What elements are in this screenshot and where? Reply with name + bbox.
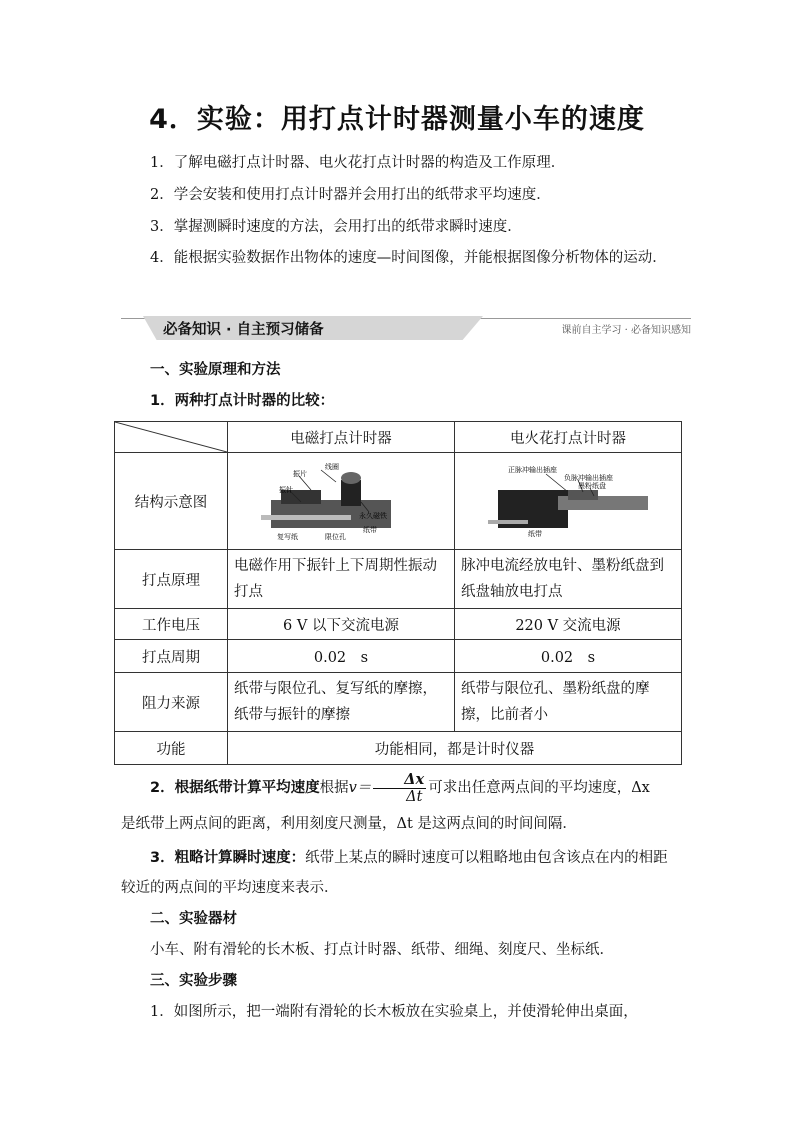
objective-4: 4．能根据实验数据作出物体的速度—时间图像，并能根据图像分析物体的运动．: [150, 250, 667, 266]
col-header-electromagnetic: 电磁打点计时器: [228, 422, 455, 453]
section-1-heading: 一、实验原理和方法: [150, 362, 281, 378]
row-label-function: 功能: [115, 732, 228, 765]
voltage-spark: 220 V 交流电源: [455, 609, 682, 640]
formula-v: v＝: [348, 780, 372, 796]
fig-b-label: 负脉冲输出插座: [564, 474, 613, 482]
para2-text1: 根据: [319, 780, 349, 796]
diagonal-line: [115, 422, 227, 452]
period-spark: 0.02 s: [455, 640, 682, 673]
para2-line2: 是纸带上两点间的距离，利用刻度尺测量，Δt 是这两点间的时间间隔．: [121, 816, 577, 832]
table-row: [115, 609, 682, 640]
para3-lead: 3．粗略计算瞬时速度：: [150, 850, 306, 866]
banner-label: 必备知识 · 自主预习储备: [163, 322, 324, 338]
table-row: [115, 673, 682, 732]
fig-a-label: 复写纸: [277, 533, 298, 541]
fig-b-label: 墨粉纸盘: [578, 482, 606, 490]
formula-denominator: Δt: [406, 788, 423, 805]
para3-text: 纸带上某点的瞬时速度可以粗略地由包含该点在内的相距较近的两点间的平均速度来表示．: [121, 850, 668, 896]
paragraph-instant-velocity: [121, 843, 681, 903]
voltage-electromagnetic: 6 V 以下交流电源: [228, 609, 455, 640]
section-2-text: 小车、附有滑轮的长木板、打点计时器、纸带、细绳、刻度尺、坐标纸．: [150, 942, 614, 958]
row-label-principle: 打点原理: [115, 550, 228, 609]
table-row: [115, 453, 682, 550]
row-label-resistance: 阻力来源: [115, 673, 228, 732]
spark-timer-image: [468, 460, 668, 542]
period-electromagnetic: 0.02 s: [228, 640, 455, 673]
fig-a-label: 振针: [279, 486, 293, 494]
table-row: [115, 640, 682, 673]
formula-numerator: Δx: [373, 772, 426, 789]
page-title: 4．实验：用打点计时器测量小车的速度: [149, 104, 645, 135]
table-corner-cell: [115, 422, 228, 453]
paragraph-average-velocity: [121, 770, 681, 806]
para2-text2: 可求出任意两点间的平均速度，Δx: [428, 780, 650, 796]
section-3-heading: 三、实验步骤: [150, 973, 237, 989]
spark-timer-figure: [455, 453, 682, 550]
para2-lead: 2．根据纸带计算平均速度: [150, 780, 320, 796]
comparison-table: [114, 421, 682, 765]
electromagnetic-timer-figure: [228, 453, 455, 550]
function-merged: 功能相同，都是计时仪器: [228, 732, 682, 765]
table-header-row: [115, 422, 682, 453]
banner-right-caption: 课前自主学习 · 必备知识感知: [561, 325, 691, 336]
section-banner: [121, 316, 691, 342]
section-2-heading: 二、实验器材: [150, 911, 237, 927]
resistance-spark: 纸带与限位孔、墨粉纸盘的摩擦，比前者小: [455, 673, 682, 732]
fig-a-label: 永久磁铁: [359, 512, 387, 520]
formula-fraction: [373, 772, 426, 805]
fig-b-label: 正脉冲输出插座: [508, 466, 557, 474]
principle-electromagnetic: 电磁作用下振针上下周期性振动打点: [228, 550, 455, 609]
col-header-spark: 电火花打点计时器: [455, 422, 682, 453]
row-label-period: 打点周期: [115, 640, 228, 673]
fig-a-label: 纸带: [363, 526, 377, 534]
principle-spark: 脉冲电流经放电针、墨粉纸盘到纸盘轴放电打点: [455, 550, 682, 609]
section-3-step1: 1．如图所示，把一端附有滑轮的长木板放在实验桌上，并使滑轮伸出桌面，: [150, 1004, 638, 1020]
table-row: [115, 732, 682, 765]
objective-3: 3．掌握测瞬时速度的方法，会用打出的纸带求瞬时速度．: [150, 219, 522, 235]
electromagnetic-timer-image: [241, 460, 441, 542]
row-label-voltage: 工作电压: [115, 609, 228, 640]
objective-1: 1．了解电磁打点计时器、电火花打点计时器的构造及工作原理．: [150, 155, 566, 171]
fig-a-label: 线圈: [325, 463, 339, 471]
objective-2: 2．学会安装和使用打点计时器并会用打出的纸带求平均速度．: [150, 187, 551, 203]
resistance-electromagnetic: 纸带与限位孔、复写纸的摩擦，纸带与振针的摩擦: [228, 673, 455, 732]
row-label-structure: 结构示意图: [115, 453, 228, 550]
fig-a-label: 限位孔: [325, 533, 346, 541]
table-row: [115, 550, 682, 609]
section-1-sub1: 1．两种打点计时器的比较：: [150, 393, 335, 409]
fig-b-label: 纸带: [528, 530, 542, 538]
fig-a-label: 振片: [293, 470, 307, 478]
